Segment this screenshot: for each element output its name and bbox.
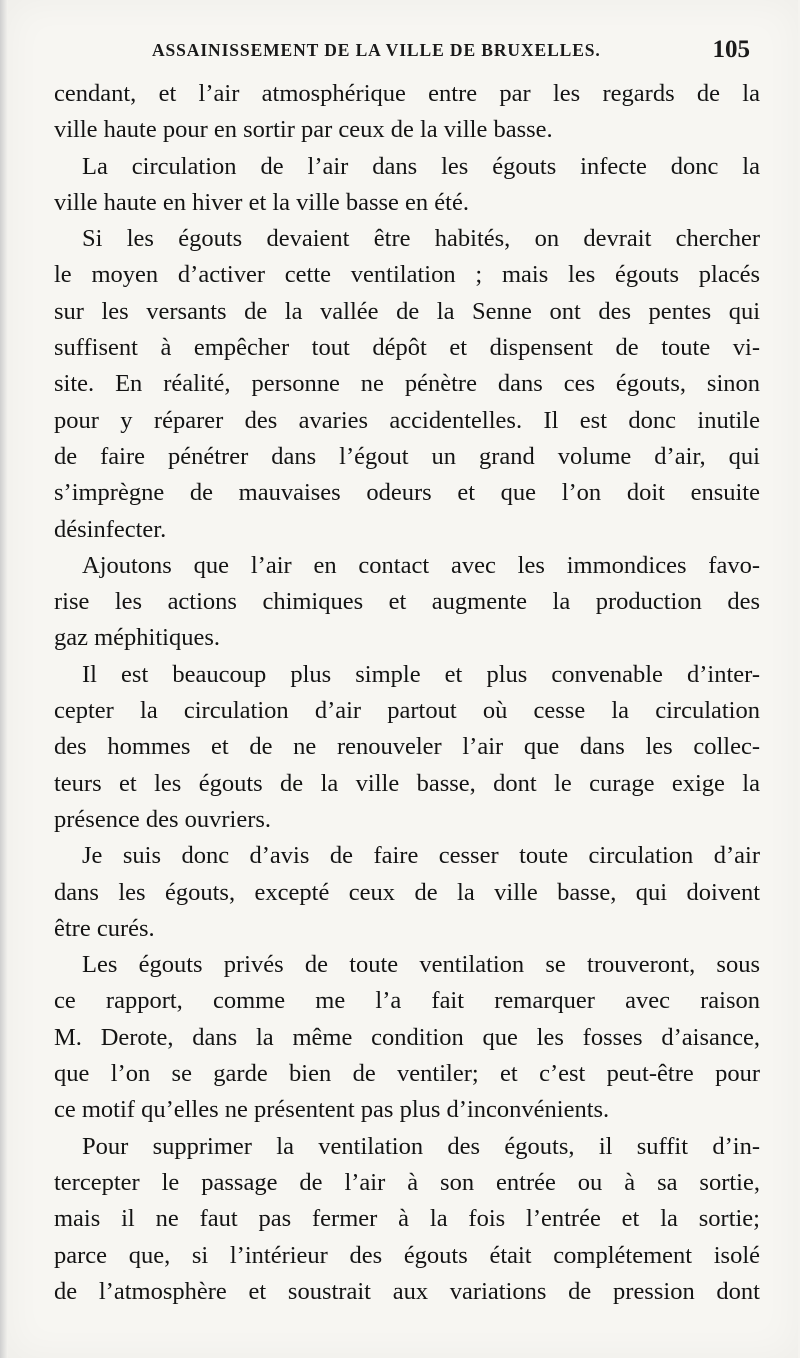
text-line: parce que, si l’intérieur des égouts était complétement isolé (54, 1241, 760, 1269)
text-line: Les égouts privés de toute ventilation se trouveront, sous (82, 951, 760, 979)
text-line: que l’on se garde bien de ventiler; et c’est peut-être pour (54, 1060, 760, 1088)
text-line: s’imprègne de mauvaises odeurs et que l’on doit ensuite (54, 479, 760, 507)
text-line: cepter la circulation d’air partout où cesse la circulation (54, 697, 760, 725)
text-line: mais il ne faut pas fermer à la fois l’entrée et la sortie; (54, 1205, 760, 1233)
text-line: rise les actions chimiques et augmente la production des (54, 588, 760, 616)
text-line: pour y réparer des avaries accidentelles. Il est donc inutile (54, 406, 760, 434)
page-edge-shadow (0, 0, 8, 1358)
running-head (54, 36, 750, 68)
text-line: de faire pénétrer dans l’égout un grand volume d’air, qui (54, 442, 760, 470)
text-line: ville haute pour en sortir par ceux de la ville basse. (54, 116, 553, 144)
text-line: cendant, et l’air atmosphérique entre par les regards de la (54, 80, 760, 107)
body-text (54, 76, 760, 1310)
text-line: teurs et les égouts de la ville basse, dont le curage exige la (54, 769, 760, 797)
text-line: présence des ouvriers. (54, 805, 272, 833)
text-line: site. En réalité, personne ne pénètre dans ces égouts, sinon (54, 370, 760, 398)
text-line: Il est beaucoup plus simple et plus convenable d’inter- (82, 660, 760, 688)
text-line: ville haute en hiver et la ville basse en été. (54, 188, 469, 216)
text-line: ce rapport, comme me l’a fait remarquer avec raison (54, 987, 760, 1015)
text-line: Je suis donc d’avis de faire cesser toute circulation d’air (82, 842, 760, 870)
text-line: dans les égouts, excepté ceux de la ville basse, qui doivent (54, 878, 760, 906)
text-line: Si les égouts devaient être habités, on devrait chercher (82, 225, 760, 253)
text-line: être curés. (54, 914, 155, 942)
text-line: suffisent à empêcher tout dépôt et dispensent de toute vi- (54, 334, 760, 362)
text-line: le moyen d’activer cette ventilation ; mais les égouts placés (54, 261, 760, 289)
text-line: désinfecter. (54, 515, 167, 543)
text-line: sur les versants de la vallée de la Senne ont des pentes qui (54, 297, 760, 325)
text-line: des hommes et de ne renouveler l’air que dans les collec- (54, 733, 760, 761)
page-number: 105 (712, 36, 750, 63)
text-line: tercepter le passage de l’air à son entrée ou à sa sortie, (54, 1168, 760, 1196)
book-page (8, 0, 798, 1358)
text-line: Ajoutons que l’air en contact avec les immondices favo- (82, 551, 760, 579)
running-title: ASSAINISSEMENT DE LA VILLE DE BRUXELLES. (152, 40, 601, 60)
text-line: M. Derote, dans la même condition que les fosses d’aisance, (54, 1023, 760, 1051)
text-line: Pour supprimer la ventilation des égouts, il suffit d’in- (82, 1132, 760, 1160)
text-line: gaz méphitiques. (54, 624, 221, 652)
text-line: de l’atmosphère et soustrait aux variations de pression dont (54, 1277, 760, 1305)
text-line: La circulation de l’air dans les égouts infecte donc la (82, 152, 760, 180)
text-line: ce motif qu’elles ne présentent pas plus d’inconvénients. (54, 1096, 610, 1124)
